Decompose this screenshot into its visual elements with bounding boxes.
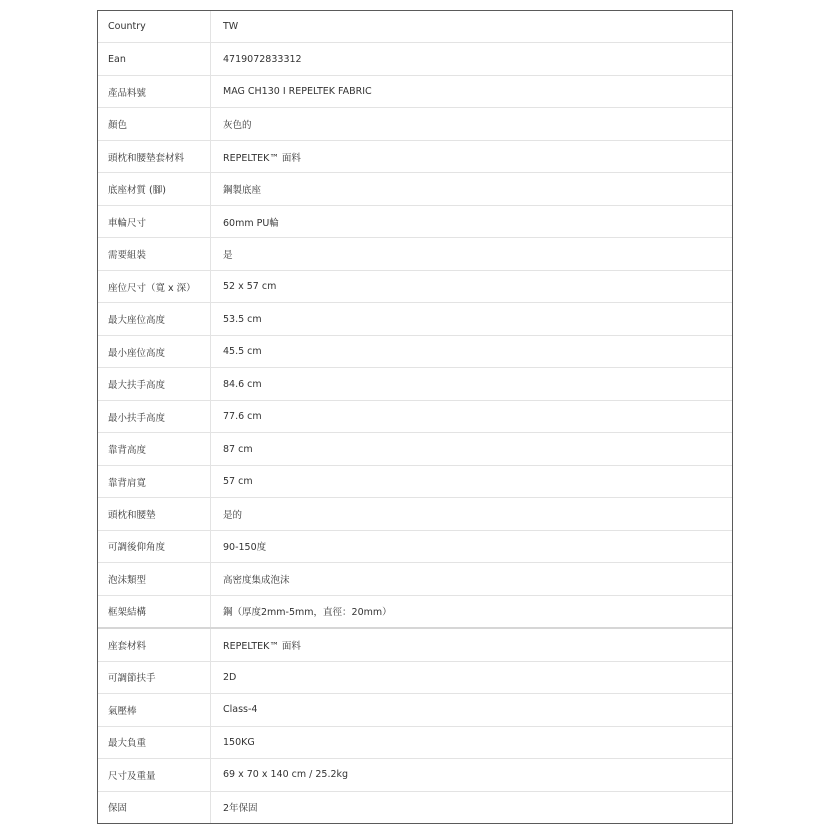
spec-value: 是 bbox=[223, 250, 233, 262]
spec-label: 泡沫類型 bbox=[98, 563, 211, 594]
spec-label: 尺寸及重量 bbox=[98, 759, 211, 790]
spec-label: 需要組裝 bbox=[98, 238, 211, 269]
spec-row-max-armrest-height bbox=[98, 368, 732, 400]
spec-value: REPELTEK™ 面料 bbox=[223, 152, 301, 164]
spec-value: 是的 bbox=[223, 510, 243, 521]
spec-value: 2D bbox=[223, 671, 237, 683]
spec-value: REPELTEK™ 面料 bbox=[223, 640, 301, 652]
spec-value: 60mm PU輪 bbox=[223, 217, 279, 229]
spec-row-min-seat-height bbox=[98, 336, 732, 368]
spec-row-foam-type bbox=[98, 563, 732, 595]
spec-label: 保固 bbox=[98, 792, 211, 823]
spec-value: 高密度集成泡沫 bbox=[223, 574, 290, 586]
spec-label: 氣壓棒 bbox=[98, 694, 211, 725]
spec-label: 頭枕和腰墊 bbox=[98, 498, 211, 529]
spec-label: 最小扶手高度 bbox=[98, 401, 211, 432]
spec-row-color bbox=[98, 108, 732, 140]
spec-row-ean bbox=[98, 43, 732, 75]
spec-row-seat-size bbox=[98, 271, 732, 303]
spec-label: Ean bbox=[98, 43, 211, 74]
spec-value: MAG CH130 I REPELTEK FABRIC bbox=[223, 86, 372, 98]
spec-value: 53.5 cm bbox=[223, 313, 262, 325]
spec-label: 最小座位高度 bbox=[98, 336, 211, 367]
spec-row-gas-lift bbox=[98, 694, 732, 726]
spec-value: 鋼（厚度2mm-5mm，直徑：20mm） bbox=[223, 607, 392, 619]
spec-row-pillow-material bbox=[98, 141, 732, 173]
spec-label: 靠背高度 bbox=[98, 433, 211, 464]
spec-value: TW bbox=[223, 21, 239, 33]
spec-row-assembly bbox=[98, 238, 732, 270]
spec-value: 77.6 cm bbox=[223, 411, 262, 423]
spec-row-min-armrest-height bbox=[98, 401, 732, 433]
spec-row-frame-structure bbox=[98, 596, 732, 629]
spec-label: 底座材質 (腳) bbox=[98, 173, 211, 204]
spec-row-max-seat-height bbox=[98, 303, 732, 335]
spec-row-headrest-lumbar bbox=[98, 498, 732, 530]
spec-label: 最大座位高度 bbox=[98, 303, 211, 334]
spec-row-wheel-size bbox=[98, 206, 732, 238]
spec-label: 顏色 bbox=[98, 108, 211, 139]
spec-label: 可調節扶手 bbox=[98, 662, 211, 693]
spec-label: 座套材料 bbox=[98, 629, 211, 660]
spec-label: 框架結構 bbox=[98, 596, 211, 627]
spec-row-backrest-height bbox=[98, 433, 732, 465]
spec-label: 最大扶手高度 bbox=[98, 368, 211, 399]
spec-row-warranty bbox=[98, 792, 732, 823]
spec-value: 鋼製底座 bbox=[223, 185, 262, 197]
spec-row-base-material bbox=[98, 173, 732, 205]
spec-value: 69 x 70 x 140 cm / 25.2kg bbox=[223, 769, 349, 781]
spec-row-backrest-width bbox=[98, 466, 732, 498]
spec-label: 最大負重 bbox=[98, 727, 211, 758]
spec-label: 產品料號 bbox=[98, 76, 211, 107]
spec-label: 座位尺寸（寬 x 深） bbox=[98, 271, 211, 302]
spec-label: 車輪尺寸 bbox=[98, 206, 211, 237]
spec-value: 4719072833312 bbox=[223, 53, 302, 65]
spec-value: 52 x 57 cm bbox=[223, 281, 277, 293]
spec-row-part-number bbox=[98, 76, 732, 108]
spec-label: 靠背肩寬 bbox=[98, 466, 211, 497]
spec-row-size-weight bbox=[98, 759, 732, 791]
spec-value: 87 cm bbox=[223, 443, 253, 455]
spec-value: 45.5 cm bbox=[223, 346, 262, 358]
spec-label: 頭枕和腰墊套材料 bbox=[98, 141, 211, 172]
spec-table bbox=[97, 10, 733, 824]
spec-row-max-load bbox=[98, 727, 732, 759]
spec-value: 150KG bbox=[223, 736, 255, 748]
spec-row-seat-cover-material bbox=[98, 629, 732, 661]
spec-row-country bbox=[98, 11, 732, 43]
spec-label: 可調後仰角度 bbox=[98, 531, 211, 562]
spec-value: 84.6 cm bbox=[223, 378, 262, 390]
spec-value: 2年保固 bbox=[223, 803, 258, 815]
spec-value: 灰色的 bbox=[223, 120, 252, 132]
spec-label: Country bbox=[98, 11, 211, 42]
spec-value: Class-4 bbox=[223, 704, 258, 716]
spec-value: 57 cm bbox=[223, 476, 253, 488]
spec-value: 90-150度 bbox=[223, 542, 267, 554]
spec-row-adjustable-armrest bbox=[98, 662, 732, 694]
spec-row-recline-angle bbox=[98, 531, 732, 563]
